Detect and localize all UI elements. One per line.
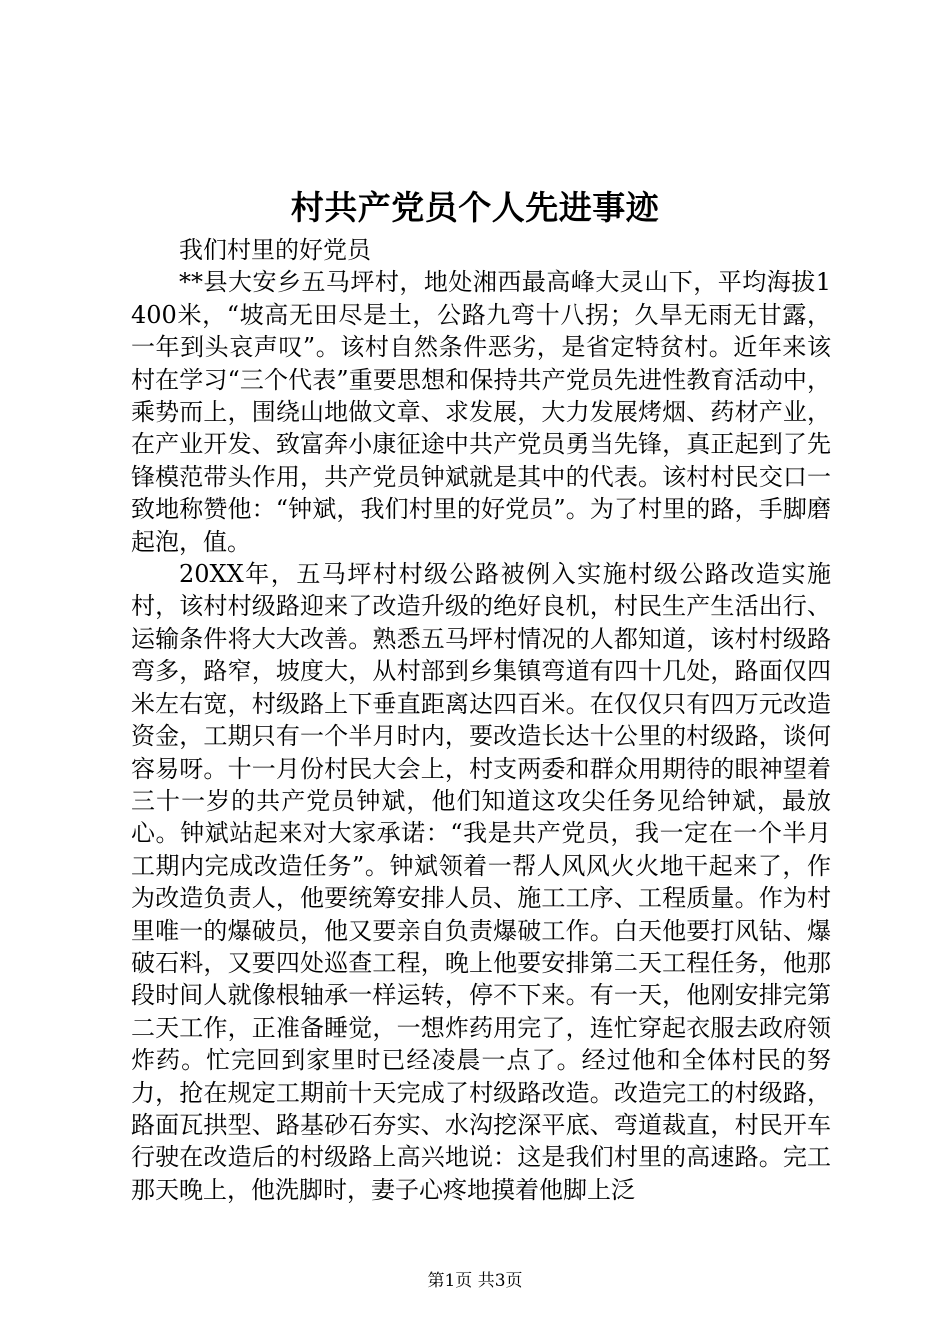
document-body: [131, 234, 831, 1206]
document-title: 村共产党员个人先进事迹: [290, 188, 660, 227]
paragraph: 20XX年，五马坪村村级公路被例入实施村级公路改造实施村，该村村级路迎来了改造升级的绝好良机，村民生产生活出行、运输条件将大大改善。熟悉五马坪村情况的人都知道，该村村级路弯多，路窄，坡度大，从村部到乡集镇弯道有四十几处，路面仅四米左右宽，村级路上下垂直距离达四百米。在仅仅只有四万元改造资金，工期只有一个半月时内，要改造长达十公里的村级路，谈何容易呀。十一月份村民大会上，村支两委和群众用期待的眼神望着三十一岁的共产党员钟斌，他们知道这攻尖任务见给钟斌，最放心。钟斌站起来对大家承诺：“我是共产党员，我一定在一个半月工期内完成改造任务”。钟斌领着一帮人风风火火地干起来了，作为改造负责人，他要统筹安排人员、施工工序、工程质量。作为村里唯一的爆破员，他又要亲自负责爆破工作。白天他要打风钻、爆破石料，又要四处巡查工程，晚上他要安排第二天工程任务，他那段时间人就像根轴承一样运转，停不下来。有一天，他刚安排完第二天工作，正准备睡觉，一想炸药用完了，连忙穿起衣服去政府领炸药。忙完回到家里时已经凌晨一点了。经过他和全体村民的努力，抢在规定工期前十天完成了村级路改造。改造完工的村级路，路面瓦拱型、路基砂石夯实、水沟挖深平底、弯道裁直，村民开车行驶在改造后的村级路上高兴地说：这是我们村里的高速路。完工那天晚上，他洗脚时，妻子心疼地摸着他脚上泛: [131, 560, 831, 1204]
paragraph: **县大安乡五马坪村，地处湘西最高峰大灵山下，平均海拔1400米，“坡高无田尽是土，公路九弯十八拐；久旱无雨无甘露，一年到头哀声叹”。该村自然条件恶劣，是省定特贫村。近年来该村在学习“三个代表”重要思想和保持共产党员先进性教育活动中，乘势而上，围绕山地做文章、求发展，大力发展烤烟、药材产业，在产业开发、致富奔小康征途中共产党员勇当先锋，真正起到了先锋模范带头作用，共产党员钟斌就是其中的代表。该村村民交口一致地称赞他：“钟斌，我们村里的好党员”。为了村里的路，手脚磨起泡，值。: [131, 268, 831, 556]
paragraph-heading: 我们村里的好党员: [179, 236, 371, 264]
page-footer: 第1页 共3页: [427, 1271, 523, 1291]
